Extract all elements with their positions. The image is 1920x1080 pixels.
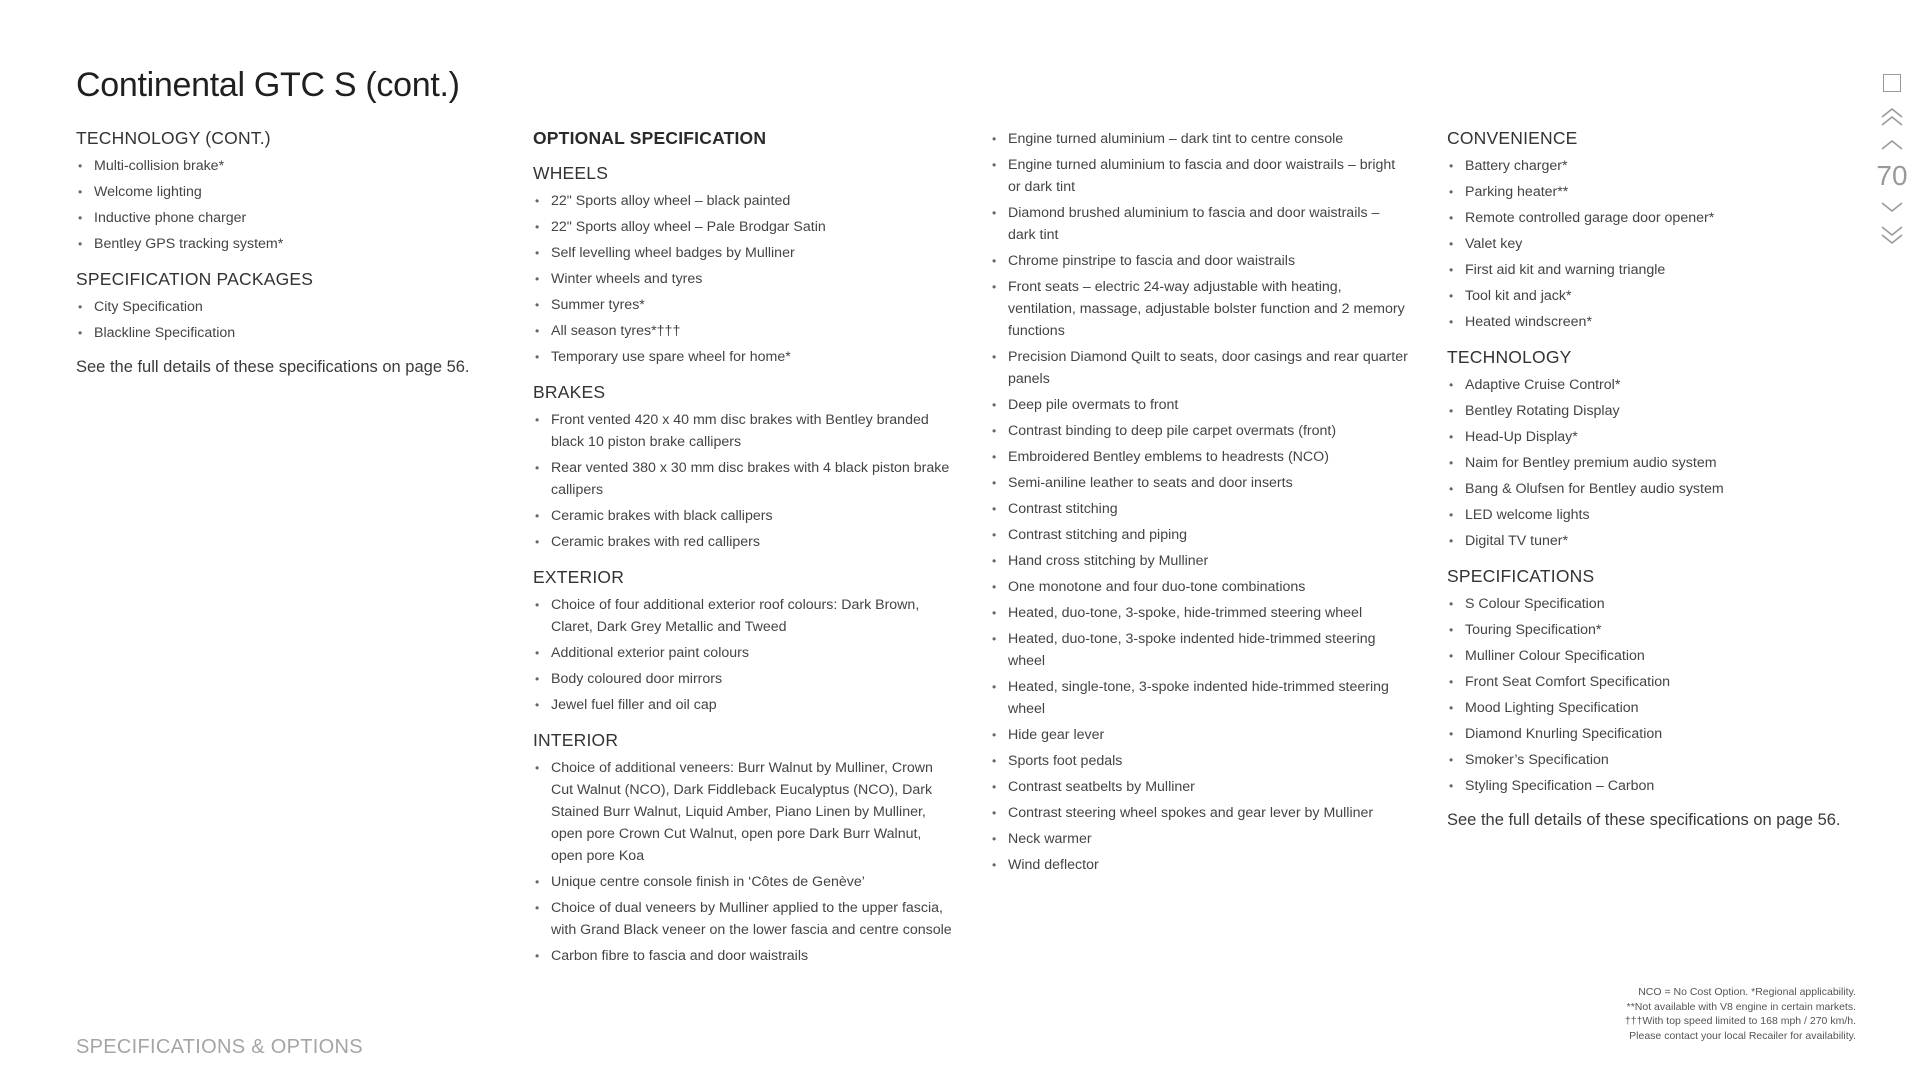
list-item: • City Specification (76, 296, 496, 318)
list-item: • Engine turned aluminium to fascia and door waistrails – bright or dark tint (990, 154, 1410, 198)
list-item: • Adaptive Cruise Control* (1447, 374, 1867, 396)
list-item: • Ceramic brakes with black callipers (533, 505, 953, 527)
footnote-line: †††With top speed limited to 168 mph / 270 km/h. (1624, 1015, 1856, 1027)
list-item: • Head-Up Display* (1447, 426, 1867, 448)
section-heading-interior: INTERIOR (533, 730, 619, 750)
specification-packages-list (76, 296, 496, 344)
list-item: • 22" Sports alloy wheel – Pale Brodgar Satin (533, 216, 953, 238)
specifications-note: See the full details of these specifications on page 56. (76, 358, 470, 376)
column-2 (533, 128, 953, 977)
list-item: • Mulliner Colour Specification (1447, 645, 1867, 667)
list-item: • Deep pile overmats to front (990, 394, 1410, 416)
convenience-list (1447, 155, 1867, 333)
list-item: • One monotone and four duo-tone combinations (990, 576, 1410, 598)
list-item: • Choice of four additional exterior roof colours: Dark Brown, Claret, Dark Grey Metallic and Tweed (533, 594, 953, 638)
list-item: • Summer tyres* (533, 294, 953, 316)
list-item: • Contrast stitching and piping (990, 524, 1410, 546)
list-item: • Unique centre console finish in ‘Côtes de Genève’ (533, 871, 953, 893)
list-item: • Ceramic brakes with red callipers (533, 531, 953, 553)
section-heading-technology: TECHNOLOGY (1447, 347, 1572, 367)
list-item: • Smoker’s Specification (1447, 749, 1867, 771)
section-heading-exterior: EXTERIOR (533, 567, 625, 587)
list-item: • Carbon fibre to fascia and door waistrails (533, 945, 953, 967)
list-item: • Hand cross stitching by Mulliner (990, 550, 1410, 572)
list-item: • Heated, single-tone, 3-spoke indented hide-trimmed steering wheel (990, 676, 1410, 720)
page-number: 70 (1876, 160, 1908, 191)
list-item: • Chrome pinstripe to fascia and door waistrails (990, 250, 1410, 272)
brakes-list (533, 409, 953, 553)
footnote-line: **Not available with V8 engine in certain markets. (1626, 1000, 1856, 1013)
list-item: • Diamond Knurling Specification (1447, 723, 1867, 745)
list-item: • Diamond brushed aluminium to fascia and door waistrails – dark tint (990, 202, 1410, 246)
wheels-list (533, 190, 953, 368)
list-item: • Sports foot pedals (990, 750, 1410, 772)
contents-square-icon[interactable] (1883, 74, 1901, 92)
list-item: • Bentley Rotating Display (1447, 400, 1867, 422)
footer-section-label: SPECIFICATIONS & OPTIONS (76, 1036, 363, 1058)
list-item: • Additional exterior paint colours (533, 642, 953, 664)
list-item: • Bentley GPS tracking system* (76, 233, 496, 255)
list-item: • Touring Specification* (1447, 619, 1867, 641)
list-item: • Heated, duo-tone, 3-spoke, hide-trimmed steering wheel (990, 602, 1410, 624)
interior-continued-list (990, 128, 1410, 876)
column-4 (1447, 128, 1867, 830)
section-heading-technology-cont: TECHNOLOGY (CONT.) (76, 128, 271, 148)
specifications-note-2: See the full details of these specifications on page 56. (1447, 811, 1841, 829)
footnote-line: NCO = No Cost Option. *Regional applicability. (1638, 986, 1856, 998)
double-chevron-up-icon[interactable] (1879, 106, 1905, 128)
list-item: • Styling Specification – Carbon (1447, 775, 1867, 797)
list-item: • Multi-collision brake* (76, 155, 496, 177)
technology-cont-list (76, 155, 496, 255)
page-title: Continental GTC S (cont.) (76, 66, 460, 104)
section-heading-specifications: SPECIFICATIONS (1447, 566, 1595, 586)
list-item: • Choice of dual veneers by Mulliner applied to the upper fascia, with Grand Black veneer on the lower fascia and centre console (533, 897, 953, 941)
list-item: • Naim for Bentley premium audio system (1447, 452, 1867, 474)
list-item: • LED welcome lights (1447, 504, 1867, 526)
list-item: • Temporary use spare wheel for home* (533, 346, 953, 368)
specifications-list (1447, 593, 1867, 797)
list-item: • Wind deflector (990, 854, 1410, 876)
list-item: • Rear vented 380 x 30 mm disc brakes with 4 black piston brake callipers (533, 457, 953, 501)
list-item: • Jewel fuel filler and oil cap (533, 694, 953, 716)
list-item: • 22" Sports alloy wheel – black painted (533, 190, 953, 212)
footnotes (1625, 985, 1856, 1043)
list-item: • Blackline Specification (76, 322, 496, 344)
list-item: • Remote controlled garage door opener* (1447, 207, 1867, 229)
section-heading-brakes: BRAKES (533, 382, 606, 402)
list-item: • First aid kit and warning triangle (1447, 259, 1867, 281)
list-item: • Front Seat Comfort Specification (1447, 671, 1867, 693)
list-item: • Engine turned aluminium – dark tint to centre console (990, 128, 1410, 150)
list-item: • Valet key (1447, 233, 1867, 255)
list-item: • Contrast stitching (990, 498, 1410, 520)
footnote-line: Please contact your local Recailer for availability. (1629, 1029, 1856, 1042)
list-item: • Embroidered Bentley emblems to headrests (NCO) (990, 446, 1410, 468)
list-item: • Battery charger* (1447, 155, 1867, 177)
list-item: • Inductive phone charger (76, 207, 496, 229)
chevron-down-icon[interactable] (1879, 196, 1905, 218)
list-item: • Tool kit and jack* (1447, 285, 1867, 307)
list-item: • Semi-aniline leather to seats and door inserts (990, 472, 1410, 494)
section-heading-convenience: CONVENIENCE (1447, 128, 1578, 148)
page-navigation (1870, 74, 1914, 246)
list-item: • Self levelling wheel badges by Mulliner (533, 242, 953, 264)
technology-list (1447, 374, 1867, 552)
list-item: • Mood Lighting Specification (1447, 697, 1867, 719)
list-item: • Bang & Olufsen for Bentley audio system (1447, 478, 1867, 500)
list-item: • Neck warmer (990, 828, 1410, 850)
exterior-list (533, 594, 953, 716)
list-item: • Welcome lighting (76, 181, 496, 203)
list-item: • Heated, duo-tone, 3-spoke indented hide-trimmed steering wheel (990, 628, 1410, 672)
list-item: • Winter wheels and tyres (533, 268, 953, 290)
list-item: • Digital TV tuner* (1447, 530, 1867, 552)
list-item: • Precision Diamond Quilt to seats, door casings and rear quarter panels (990, 346, 1410, 390)
list-item: • Hide gear lever (990, 724, 1410, 746)
list-item: • Contrast binding to deep pile carpet overmats (front) (990, 420, 1410, 442)
column-3 (990, 128, 1410, 886)
list-item: • Choice of additional veneers: Burr Walnut by Mulliner, Crown Cut Walnut (NCO), Dark Fiddleback Eucalyptus (NCO), Dark Stained Burr Walnut, Liquid Amber, Piano Linen by Mulliner, open pore Crown Cut Walnut, open pore Dark Burr Walnut, open pore Koa (533, 757, 953, 867)
list-item: • Contrast seatbelts by Mulliner (990, 776, 1410, 798)
list-item: • Heated windscreen* (1447, 311, 1867, 333)
list-item: • Parking heater** (1447, 181, 1867, 203)
section-heading-specification-packages: SPECIFICATION PACKAGES (76, 269, 314, 289)
chevron-up-icon[interactable] (1879, 134, 1905, 156)
list-item: • Front seats – electric 24-way adjustable with heating, ventilation, massage, adjustable bolster function and 2 memory functions (990, 276, 1410, 342)
list-item: • Contrast steering wheel spokes and gear lever by Mulliner (990, 802, 1410, 824)
double-chevron-down-icon[interactable] (1879, 224, 1905, 246)
list-item: • All season tyres*††† (533, 320, 953, 342)
list-item: • Front vented 420 x 40 mm disc brakes with Bentley branded black 10 piston brake callipers (533, 409, 953, 453)
column-1 (76, 128, 496, 377)
list-item: • S Colour Specification (1447, 593, 1867, 615)
section-heading-optional-specification: OPTIONAL SPECIFICATION (533, 128, 767, 148)
section-heading-wheels: WHEELS (533, 163, 609, 183)
interior-list (533, 757, 953, 967)
list-item: • Body coloured door mirrors (533, 668, 953, 690)
